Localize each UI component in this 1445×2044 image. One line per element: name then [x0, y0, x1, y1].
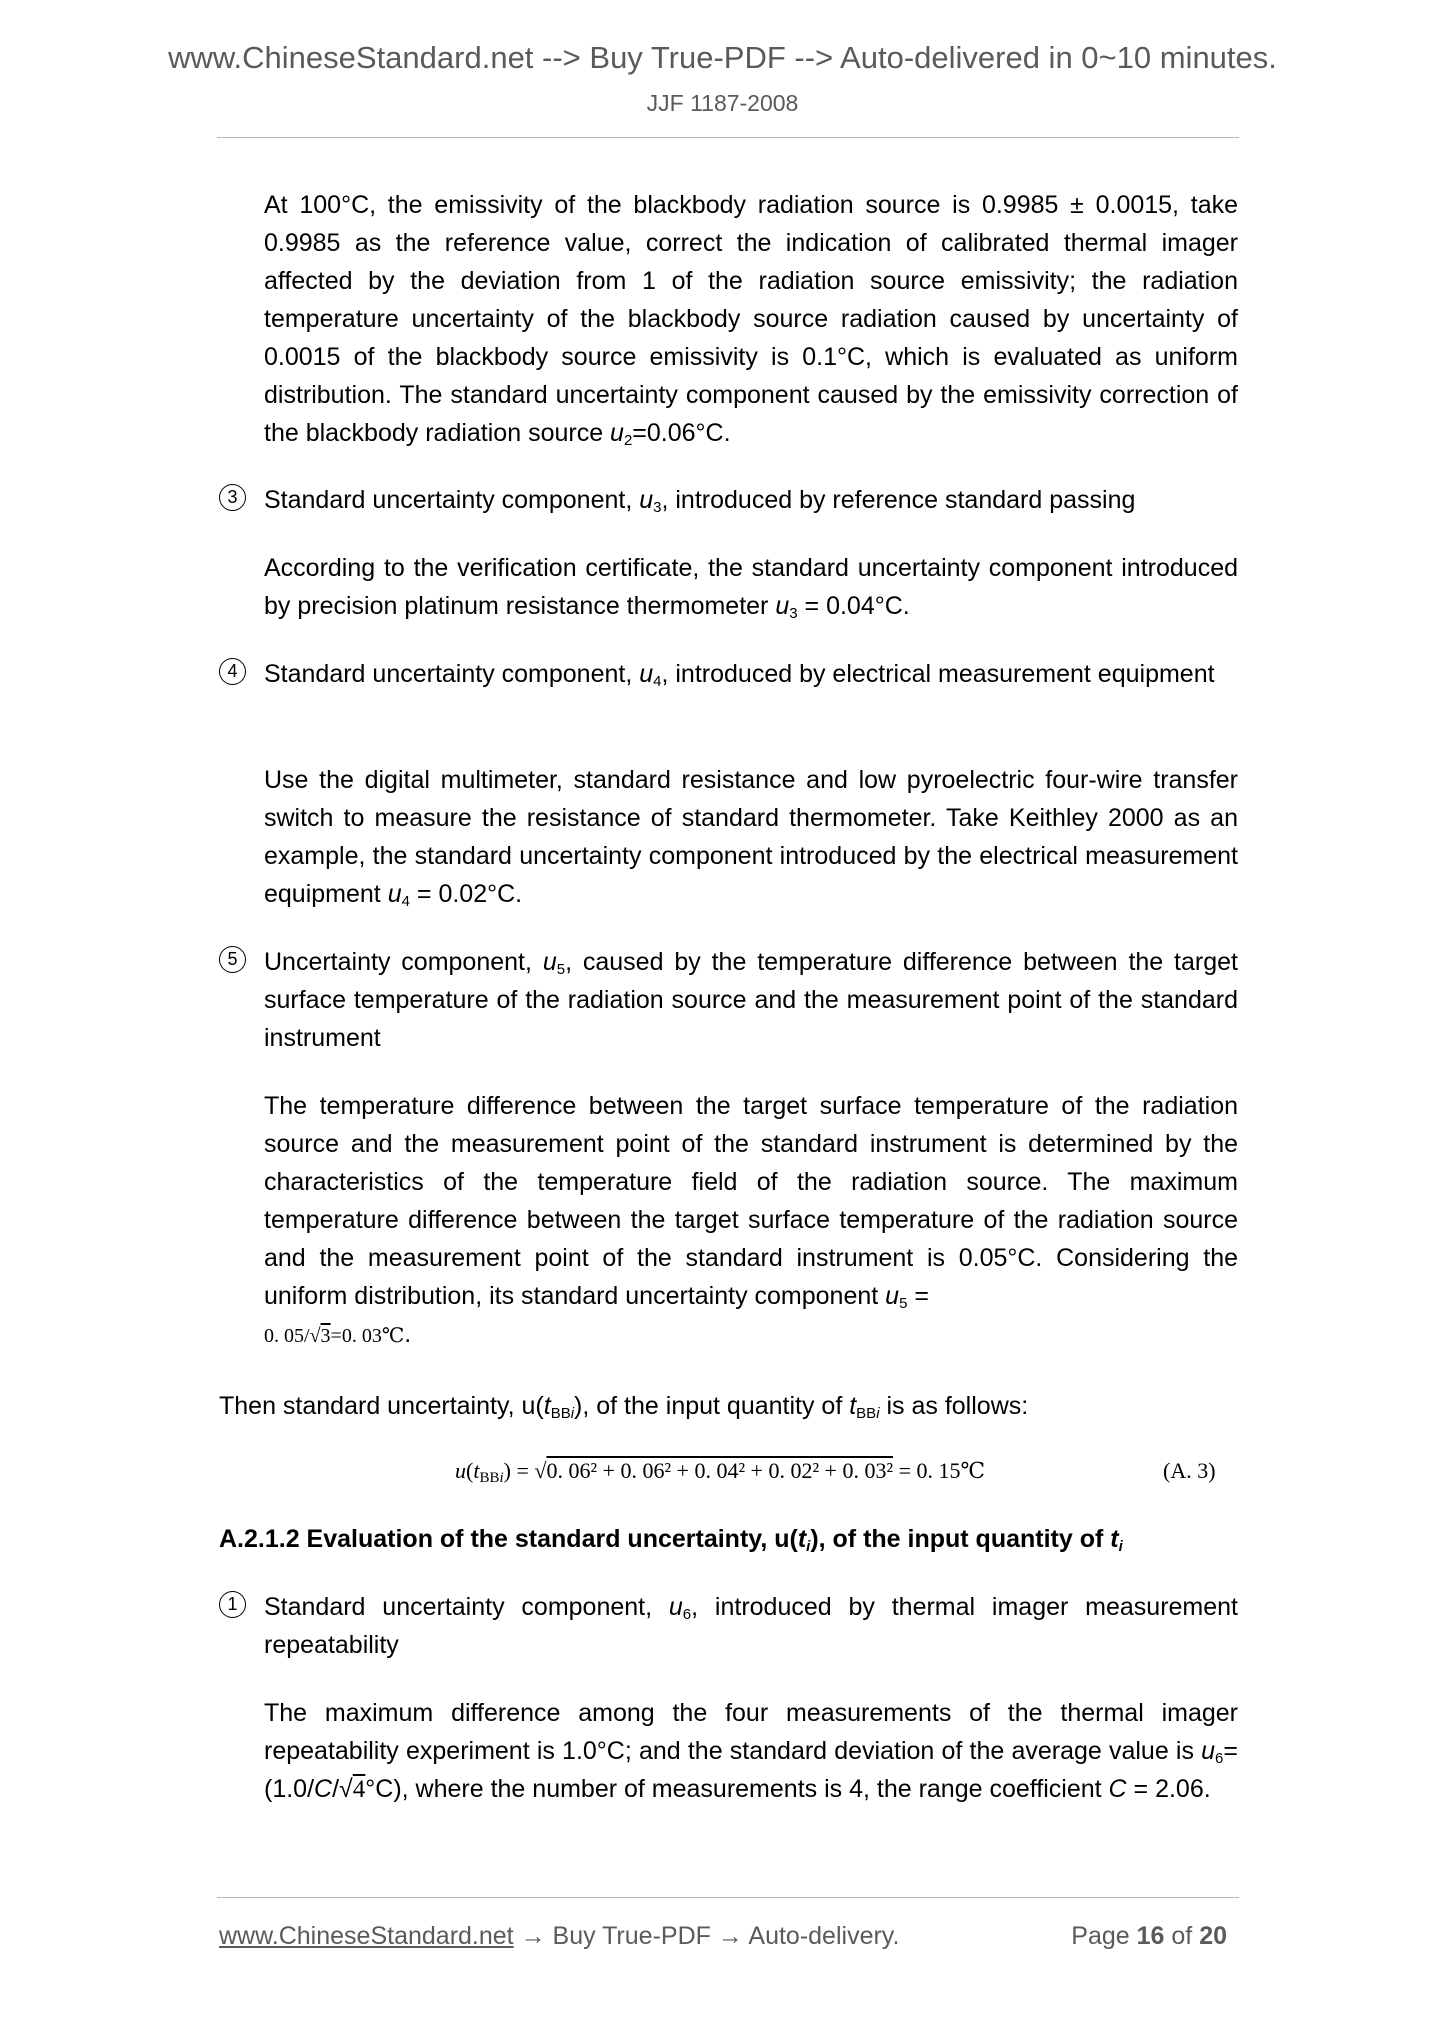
page-indicator: Page 16 of 20 — [1071, 1922, 1227, 1950]
list-item-u4: 4 Standard uncertainty component, $u_4$, introduced by electrical measurement equipment — [219, 655, 1238, 693]
circled-number-1: 1 — [219, 1591, 246, 1618]
paragraph-then: Then standard uncertainty, $u(t_{BBi})$, of the input quantity of $t_{BBi}$ is as follows: — [219, 1392, 1029, 1422]
paragraph-u3: According to the verification certificate, the standard uncertainty component introduced by precision platinum resistance thermometer $u_3 = 0.04^\circ C$. — [264, 554, 1238, 622]
formula-a3: $u(t_{BBi}) = √0$. 06² + 0. 06² + 0. 04² + 0. 02² + 0. 03² = 0. 15℃ — [455, 1458, 986, 1486]
paragraph-u5: The temperature difference between the target surface temperature of the radiation source and the measurement point of the standard instrument is determined by the characteristics of the temperature field of the radiation source. The maximum temperature difference between the target surface temperature of the radiation source and the measurement point of the standard instrument is 0.05°C. Considering the uniform distribution, its standard uncertainty component $u_5$ = 0. 05/√3=0. 03℃. — [264, 1092, 1238, 1348]
list-item-u3: 3 Standard uncertainty component, $u_3$, introduced by reference standard passing — [219, 481, 1238, 519]
circled-number-3: 3 — [219, 484, 246, 511]
list-item-u5: 5 Uncertainty component, $u_5$, caused by the temperature difference between the target surface temperature of the radiation source and the measurement point of the standard instrument — [219, 943, 1238, 1057]
circled-number-4: 4 — [219, 658, 246, 685]
footer-divider — [217, 1897, 1239, 1898]
equation-number: (A. 3) — [1163, 1458, 1216, 1483]
footer-link[interactable]: www.ChineseStandard.net → Buy True-PDF → Auto-delivery. — [219, 1922, 900, 1950]
paragraph-u4: Use the digital multimeter, standard resistance and low pyroelectric four-wire transfer switch to measure the resistance of standard thermometer. Take Keithley 2000 as an example, the standard uncertainty component introduced by the electrical measurement equipment $u_4 = 0.02^\circ C$. — [264, 766, 1238, 910]
paragraph-u6: The maximum difference among the four measurements of the thermal imager repeatability experiment is 1.0°C; and the standard deviation of the average value is $u_6=(1.0/C/√4^\circ C)$, where the number of measurements is 4, the range coefficient C = 2.06. — [264, 1699, 1238, 1803]
document-number: JJF 1187-2008 — [646, 90, 799, 116]
header-divider — [217, 137, 1239, 138]
inline-formula-u5: 0. 05/√3=0. 03℃ — [264, 1325, 405, 1347]
circled-number-5: 5 — [219, 946, 246, 973]
section-heading: A.2.1.2 Evaluation of the standard uncertainty, $u(t_i)$, of the input quantity of $t_i$ — [219, 1525, 1123, 1555]
footer-site-link[interactable]: www.ChineseStandard.net — [219, 1922, 514, 1950]
paragraph-emissivity: At 100°C, the emissivity of the blackbody radiation source is 0.9985 ± 0.0015, take 0.9985 as the reference value, correct the indication of calibrated thermal imager affected by the deviation from 1 of the radiation source emissivity; the radiation temperature uncertainty of the blackbody source radiation caused by uncertainty of 0.0015 of the blackbody source emissivity is 0.1°C, which is evaluated as uniform distribution. The standard uncertainty component caused by the emissivity correction of the blackbody radiation source $u_2=0.06^\circ C$. — [264, 191, 1238, 449]
top-banner[interactable]: www.ChineseStandard.net --> Buy True-PDF --> Auto-delivered in 0~10 minutes. — [168, 40, 1277, 75]
list-item-u6: 1 Standard uncertainty component, $u_6$, introduced by thermal imager measurement repeatability — [219, 1588, 1238, 1664]
